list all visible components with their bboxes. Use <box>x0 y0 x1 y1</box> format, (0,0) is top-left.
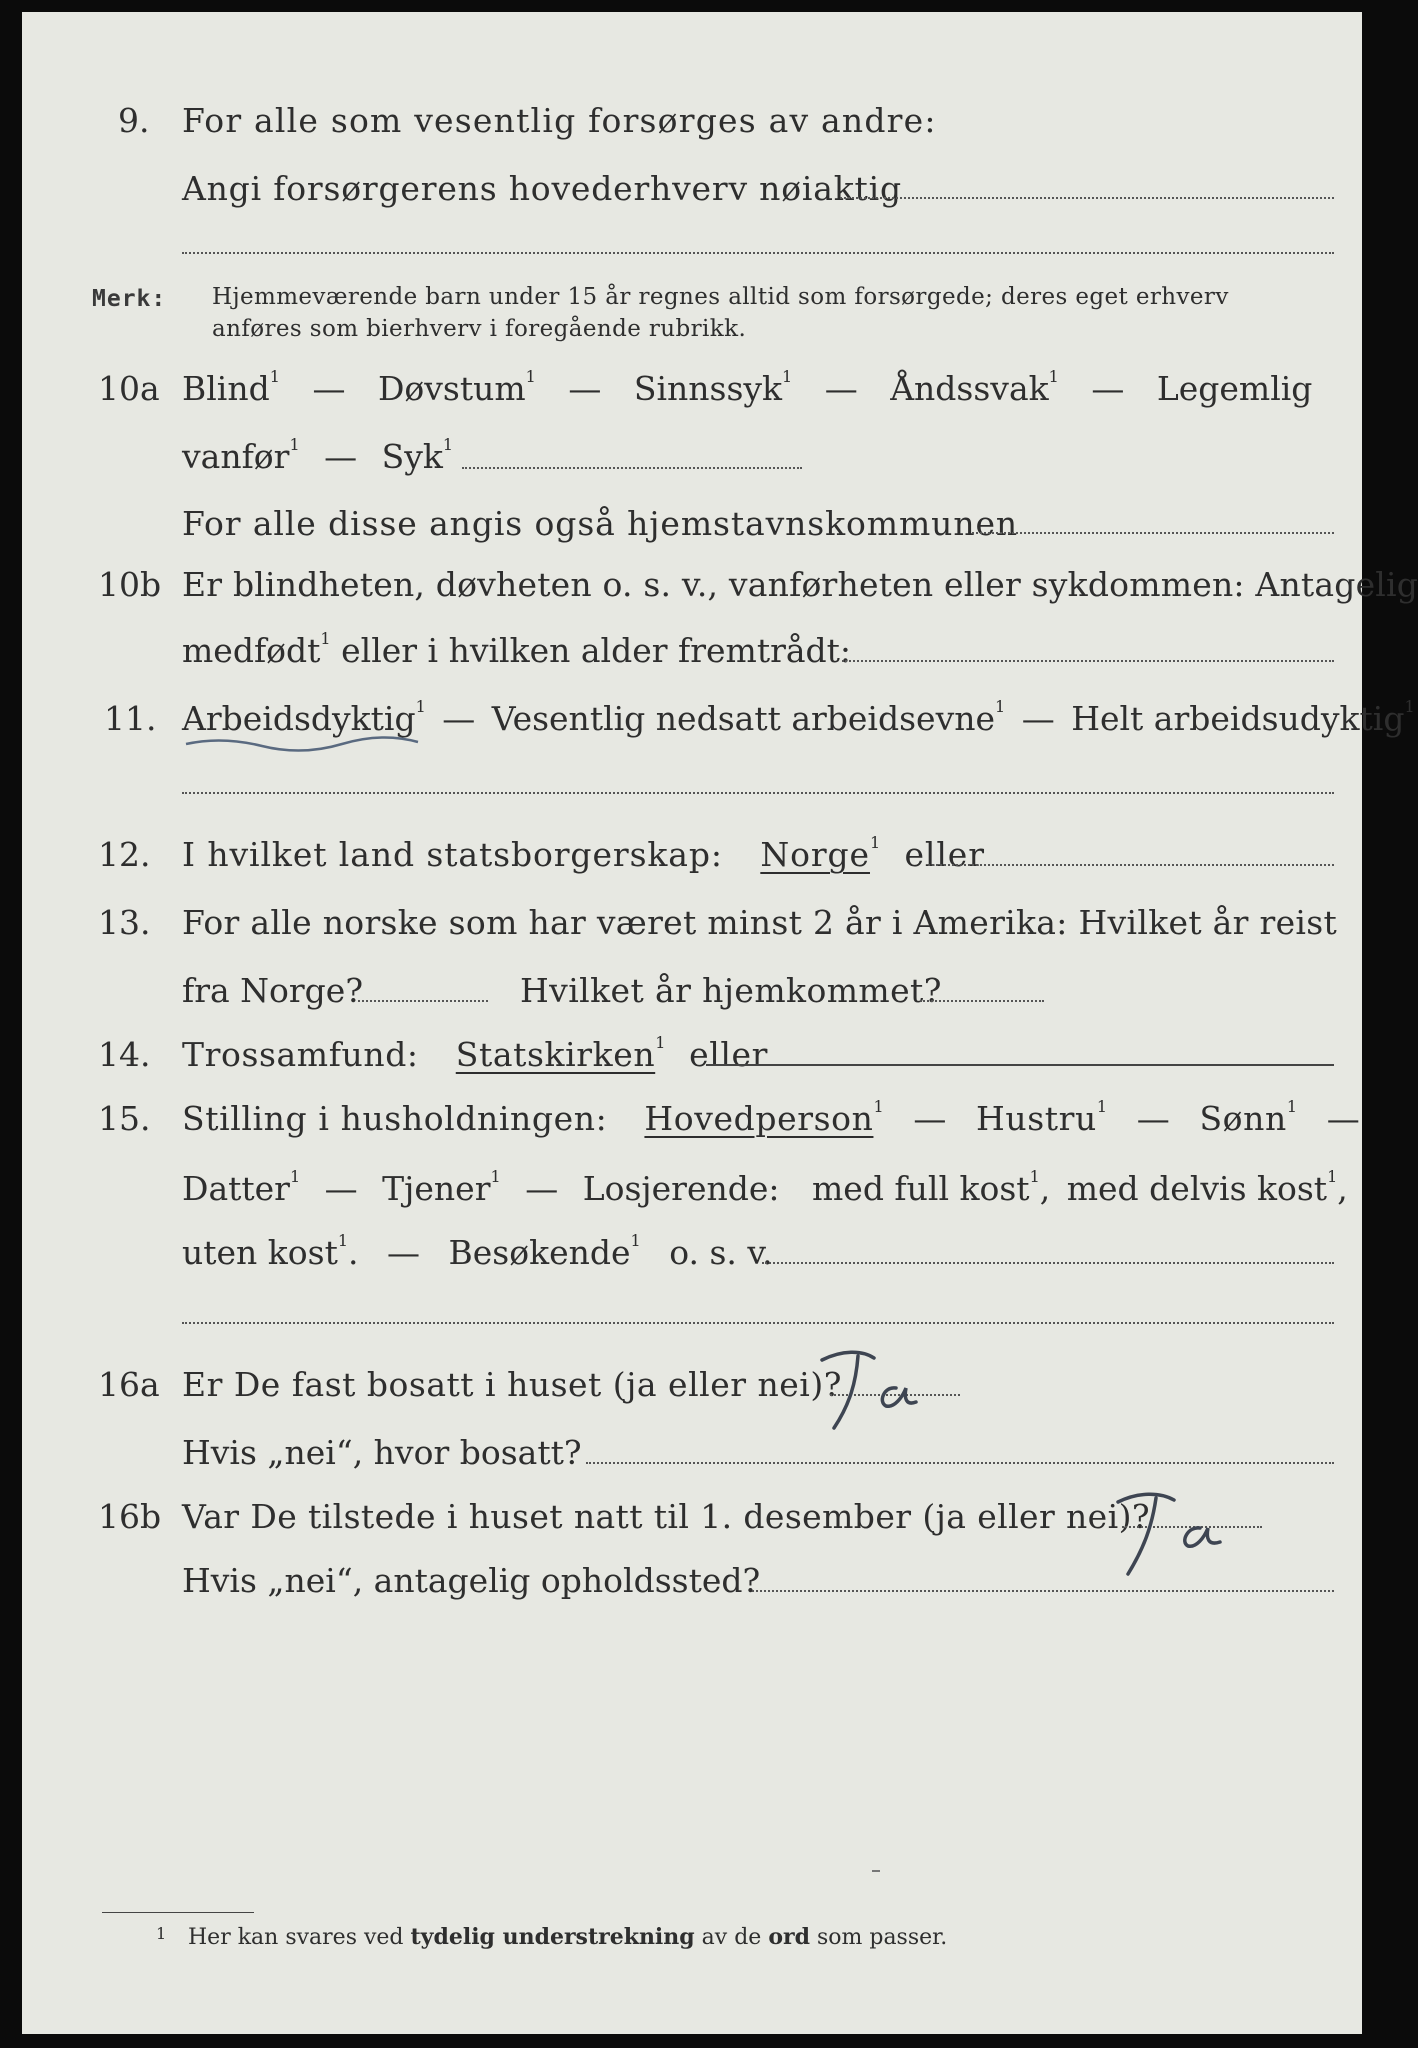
q10b-answer-line[interactable] <box>842 660 1334 662</box>
q10b-number: 10b <box>98 565 162 604</box>
speck <box>872 1870 880 1872</box>
q13-reist-line[interactable] <box>358 1000 488 1002</box>
q12-line: I hvilket land statsborgerskap: Norge$^1$ eller <box>182 833 985 874</box>
footnote-text: Her kan svares ved tydelig understrekning av de ord som passer. <box>188 1924 948 1950</box>
q13-line1: For alle norske som har været minst 2 år i Amerika: Hvilket år reist <box>182 903 1338 942</box>
q14-answer-line[interactable] <box>706 1064 1334 1066</box>
opt-sonn[interactable]: Sønn <box>1199 1099 1287 1138</box>
q16a-number: 16a <box>98 1365 160 1404</box>
opt-hustru[interactable]: Hustru <box>976 1099 1097 1138</box>
merk-label: Merk: <box>92 286 167 312</box>
q15-answer-line[interactable] <box>762 1262 1334 1264</box>
opt-delvis-kost[interactable]: med delvis kost <box>1066 1169 1328 1208</box>
opt-nedsatt[interactable]: Vesentlig nedsatt arbeidsevne <box>491 699 995 738</box>
opt-hovedperson[interactable]: Hovedperson <box>644 1099 874 1138</box>
q10a-answer-line[interactable] <box>462 467 802 469</box>
q15-answer-line-2[interactable] <box>182 1322 1334 1324</box>
q16a-bosatt-line[interactable] <box>586 1462 1334 1464</box>
q9-answer-line[interactable] <box>840 197 1334 199</box>
q15-line3: uten kost$^1$. — Besøkende$^1$ o. s. v. <box>182 1231 773 1272</box>
opt-medfodt[interactable]: medfødt <box>182 631 321 670</box>
q14-number: 14. <box>98 1035 151 1074</box>
opt-vanfor[interactable]: vanfør <box>182 437 290 476</box>
q13-fra: fra Norge? <box>182 971 364 1010</box>
q9-line2: Angi forsørgerens hovederhverv nøiaktig <box>182 169 902 208</box>
opt-syk[interactable]: Syk <box>381 437 443 476</box>
q11-options: Arbeidsdyktig$^1$ — Vesentlig nedsatt arbeidsevne$^1$ — Helt arbeidsudyktig$^1$ <box>182 697 1415 738</box>
q11-number: 11. <box>104 699 157 738</box>
opt-datter[interactable]: Datter <box>182 1169 290 1208</box>
opt-full-kost[interactable]: med full kost <box>812 1169 1030 1208</box>
opt-uten-kost[interactable]: uten kost <box>182 1233 338 1272</box>
q13-number: 13. <box>98 903 151 942</box>
q15-line2: Datter$^1$ — Tjener$^1$ — Losjerende: med full kost$^1$, med delvis kost$^1$, <box>182 1167 1348 1208</box>
q10b-line2: medfødt$^1$ eller i hvilken alder fremtrådt: <box>182 629 852 670</box>
q10a-hjemstavn-line[interactable] <box>972 532 1334 534</box>
q10b-line1: Er blindheten, døvheten o. s. v., vanførheten eller sykdommen: Antagelig <box>182 565 1418 604</box>
q13-hjem: Hvilket år hjemkommet? <box>520 971 942 1010</box>
q9-answer-line-2[interactable] <box>182 252 1334 254</box>
footnote-mark: 1 <box>156 1924 167 1943</box>
opt-legemlig[interactable]: Legemlig <box>1156 369 1313 408</box>
q12-answer-line[interactable] <box>928 864 1334 866</box>
q16b-handwritten-answer <box>1104 1482 1234 1582</box>
q16b-number: 16b <box>98 1497 162 1536</box>
q10a-line1: Blind$^1$ — Døvstum$^1$ — Sinnssyk$^1$ — Åndssvak$^1$ — Legemlig <box>182 367 1313 408</box>
opt-blind[interactable]: Blind <box>182 369 270 408</box>
q9-number: 9. <box>118 101 150 140</box>
q13-hjemkommet-line[interactable] <box>920 1000 1044 1002</box>
opt-udyktig[interactable]: Helt arbeidsudyktig <box>1071 699 1405 738</box>
q16b-opholdssted-line[interactable] <box>752 1590 1334 1592</box>
q15-number: 15. <box>98 1099 151 1138</box>
opt-statskirken[interactable]: Statskirken <box>455 1035 656 1074</box>
merk-line1: Hjemmeværende barn under 15 år regnes alltid som forsørgede; deres eget erhverv <box>212 284 1229 310</box>
q16b-line1: Var De tilstede i huset natt til 1. desember (ja eller nei)? <box>182 1497 1150 1536</box>
q16a-handwritten-answer <box>812 1342 942 1442</box>
q15-line1: Stilling i husholdningen: Hovedperson$^1$ — Hustru$^1$ — Sønn$^1$ — <box>182 1097 1361 1138</box>
q12-number: 12. <box>98 835 151 874</box>
q16a-line1: Er De fast bosatt i huset (ja eller nei)? <box>182 1365 842 1404</box>
q9-line1: For alle som vesentlig forsørges av andre: <box>182 101 937 140</box>
q10a-line2: vanfør$^1$ — Syk$^1$ <box>182 435 454 476</box>
q16b-line2: Hvis „nei“, antagelig opholdssted? <box>182 1561 761 1600</box>
opt-andssvak[interactable]: Åndssvak <box>890 369 1049 408</box>
opt-norge[interactable]: Norge <box>760 835 870 874</box>
q14-line: Trossamfund: Statskirken$^1$ eller <box>182 1033 769 1074</box>
footnote-rule <box>102 1912 254 1913</box>
opt-arbeidsdyktig[interactable]: Arbeidsdyktig <box>182 699 416 738</box>
merk-line2: anføres som bierhverv i foregående rubrikk. <box>212 316 747 342</box>
census-form-page <box>22 12 1418 2034</box>
handwritten-underline-arbeidsdyktig <box>182 734 422 754</box>
opt-besokende[interactable]: Besøkende <box>448 1233 631 1272</box>
q16a-line2: Hvis „nei“, hvor bosatt? <box>182 1433 582 1472</box>
opt-dovstum[interactable]: Døvstum <box>377 369 526 408</box>
opt-sinnssyk[interactable]: Sinnssyk <box>633 369 783 408</box>
opt-tjener[interactable]: Tjener <box>382 1169 491 1208</box>
q10a-line3: For alle disse angis også hjemstavnskommunen <box>182 504 1019 543</box>
q11-answer-line[interactable] <box>182 792 1334 794</box>
q10a-number: 10a <box>98 369 160 408</box>
